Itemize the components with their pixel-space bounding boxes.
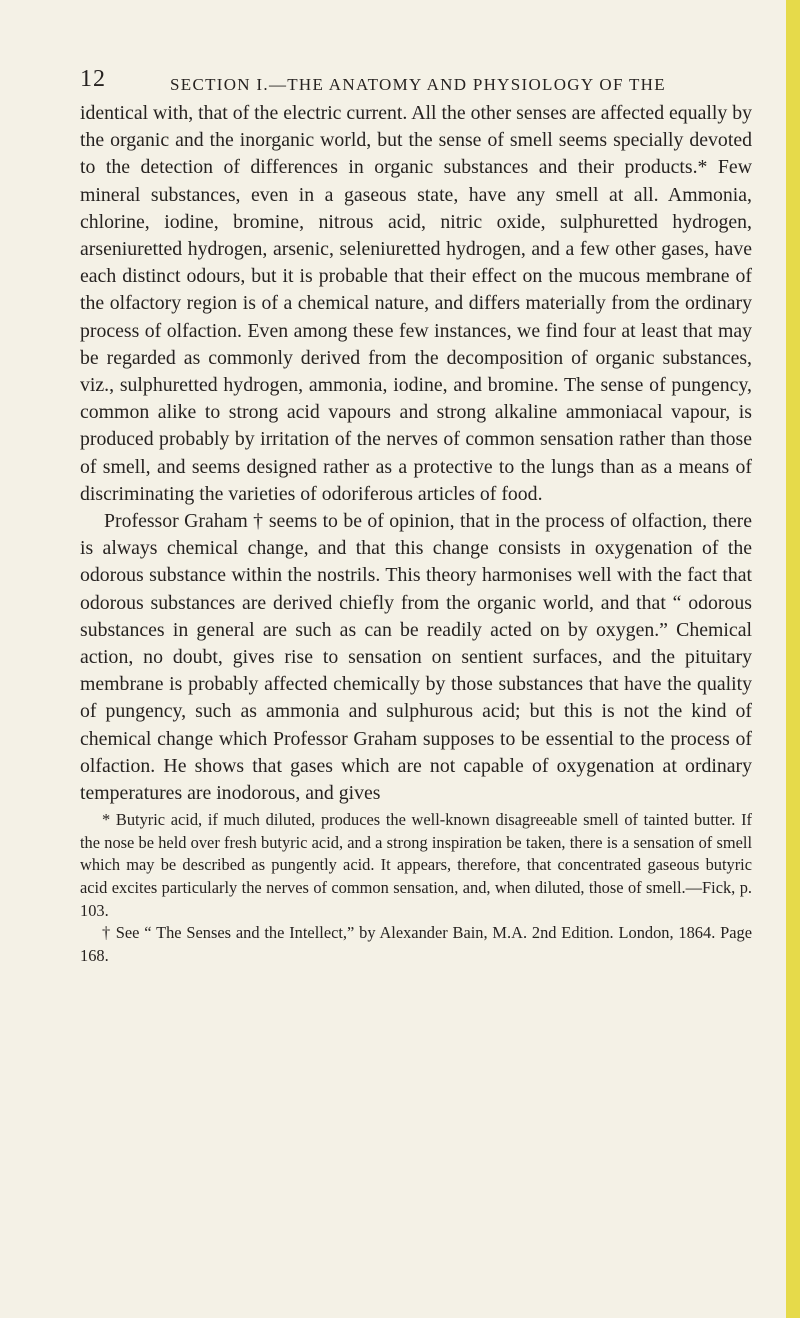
footnotes xyxy=(80,809,752,967)
footnote-butyric-acid: * Butyric acid, if much diluted, produces the well-known disagreeable smell of tainted butter. If the nose be held over fresh butyric acid, and a strong inspiration be taken, there is a sensation of smell which may be described as pungently acid. It appears, therefore, that concentrated gaseous butyric acid excites particularly the nerves of common sensation, and, when diluted, those of smell.—Fick, p. 103. xyxy=(80,810,752,920)
page-edge xyxy=(786,0,800,1318)
page-number: 12 xyxy=(80,66,106,92)
footnote-bain-reference: † See “ The Senses and the Intellect,” by Alexander Bain, M.A. 2nd Edition. London, 1864. Page 168. xyxy=(80,923,752,965)
running-header xyxy=(80,66,752,100)
body-text xyxy=(80,100,752,807)
paragraph-continued: identical with, that of the electric current. All the other senses are affected equally by the organic and the inorganic world, but the sense of smell seems specially devoted to the detection of differences in organic substances and their products.* Few mineral substances, even in a gaseous state, have any smell at all. Ammonia, chlorine, iodine, bromine, nitrous acid, nitric oxide, sulphuretted hydrogen, arseniuretted hydrogen, arsenic, seleniuretted hydrogen, and a few other gases, have each distinct odours, but it is probable that their effect on the mucous membrane of the olfactory region is of a chemical nature, and differs materially from the ordinary process of olfaction. Even among these few instances, we find four at least that may be regarded as commonly derived from the decomposition of organic substances, viz., sulphuretted hydrogen, ammonia, iodine, and bromine. The sense of pungency, common alike to strong acid vapours and strong alkaline ammoniacal vapour, is produced probably by irritation of the nerves of common sensation rather than those of smell, and seems designed rather as a protective to the lungs than as a means of discriminating the varieties of odoriferous articles of food. xyxy=(80,102,752,505)
paragraph-graham: Professor Graham † seems to be of opinion, that in the process of olfaction, there is always chemical change, and that this change consists in oxygenation of the odorous substance within the nostrils. This theory harmonises well with the fact that odorous substances are derived chiefly from the organic world, and that “ odorous substances in general are such as can be readily acted on by oxygen.” Chemical action, no doubt, gives rise to sensation on sentient surfaces, and the pituitary membrane is probably affected chemically by those substances that have the quality of pungency, such as ammonia and sulphurous acid; but this is not the kind of chemical change which Professor Graham supposes to be essential to the process of olfaction. He shows that gases which are not capable of oxygenation at ordinary temperatures are inodorous, and gives xyxy=(80,510,752,805)
book-page xyxy=(80,66,752,967)
running-title: SECTION I.—THE ANATOMY AND PHYSIOLOGY OF THE xyxy=(170,75,666,94)
